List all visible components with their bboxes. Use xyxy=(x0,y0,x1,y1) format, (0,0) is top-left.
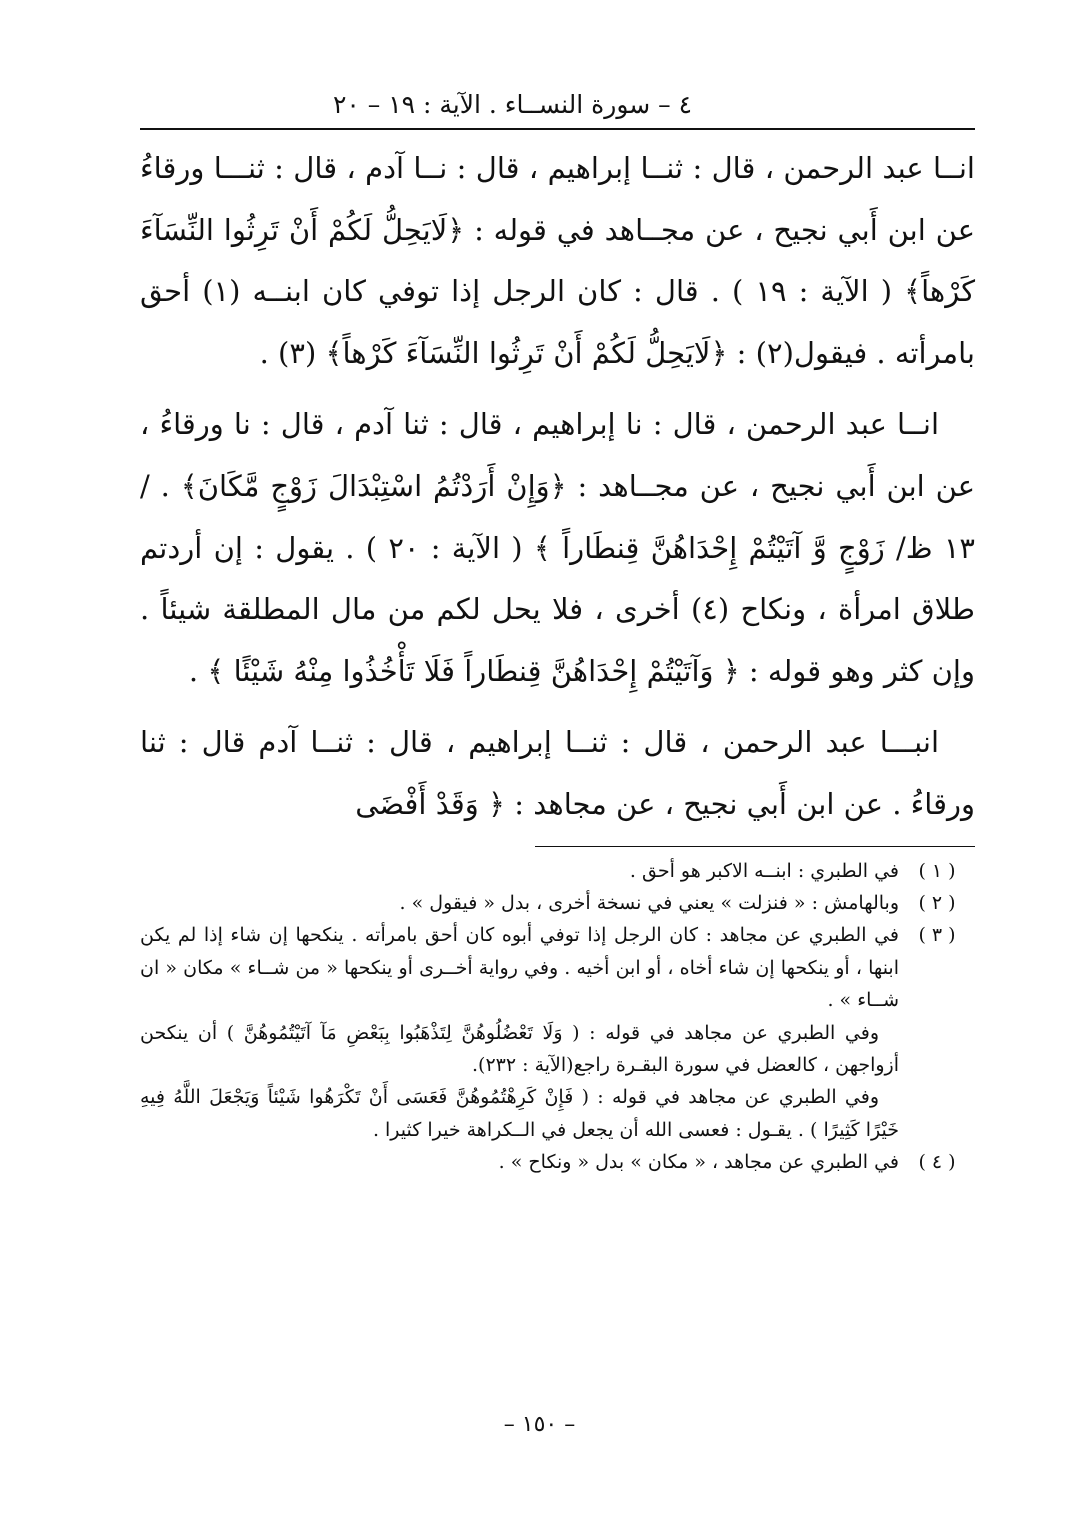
paragraph: انبـــا عبد الرحمن ، قال : ثنــا إبراهيم ، قال : ثنــا آدم قال : ثنا ورقاءُ . عن ابن أَبي نجيح ، عن مجاهد : ﴿ وَقَدْ أَفْضَى xyxy=(140,725,975,821)
footnote-number: ( ١ ) xyxy=(918,859,956,882)
footnote-text xyxy=(140,855,899,887)
paragraph: انــا عبد الرحمن ، قال : نا إبراهيم ، قال : ثنا آدم ، قال : نا ورقاءُ ، عن ابن أَبي نجيح ، عن مجــاهد : ﴿وَإِنْ أَرَدْتُمُ اسْتِبْدَالَ زَوْجٍ مَّكَانَ﴾ . /١٣ ظ/ زَوْجٍ وَّ آتَيْتُمْ إِحْدَاهُنَّ قِنطَاراً ﴾ ( الآية : ٢٠ ) . يقول : إن أردتم طلاق امرأة ، ونكاح (٤) أخرى ، فلا يحل لكم من مال المطلقة شيئاً . وإن كثر وهو قوله : ﴿ وَآتَيْتُمْ إِحْدَاهُنَّ قِنطَاراً فَلَا تَأْخُذُوا مِنْهُ شَيْئًا ﴾ . xyxy=(140,407,975,688)
footnote-number: ( ٣ ) xyxy=(918,924,956,947)
footnote-text xyxy=(140,1146,899,1178)
paragraph: انــا عبد الرحمن ، قال : ثنــا إبراهيم ، قال : نــا آدم ، قال : ثنـــا ورقاءُ عن ابن أَبي نجيح ، عن مجــاهد في قوله : ﴿لَايَحِلُّ لَكُمْ أَنْ تَرِثُوا النِّسَآءَ كَرْهاً﴾ ( الآية : ١٩ ) . قال : كان الرجل إذا توفي كان ابنــه (١) أحق بامرأته . فيقول(٢) : ﴿لَايَحِلُّ لَكُمْ أَنْ تَرِثُوا النِّسَآءَ كَرْهاً﴾ (٣) . xyxy=(140,151,975,370)
footnote xyxy=(140,887,975,919)
footnote-text xyxy=(140,887,899,919)
page-number: – ١٥٠ – xyxy=(503,1412,576,1437)
footnote-line: في الطبري : ابنــه الاكبر هو أحق . xyxy=(629,859,899,882)
book-page xyxy=(140,88,975,1508)
footnote-text xyxy=(140,919,899,1146)
footnote-line: وبالهامش : « فنزلت » يعني في نسخة أخرى ، بدل « فيقول » . xyxy=(399,891,899,914)
footnote-rule xyxy=(535,846,975,847)
header-rule xyxy=(140,128,975,130)
running-head: ٤ – سورة النســاء . الآية : ١٩ – ٢٠ xyxy=(332,90,693,119)
main-text xyxy=(140,138,975,836)
footnote-line: في الطبري عن مجاهد : كان الرجل إذا توفي أبوه كان أحق بامرأته . ينكحها إن شاء إذا لم يكن ابنها ، أو ينكحها إن شاء أخاه ، أو ابن أخيه . وفي رواية أخــرى أو ينكحها « من شــاء » مكان « ان شــاء » . xyxy=(140,924,899,1012)
footnote xyxy=(140,855,975,887)
footnote-line: وفي الطبري عن مجاهد في قوله : ( فَإِنْ كَرِهْتُمُوهُنَّ فَعَسَى أَنْ تَكْرَهُوا شَيْئاً وَيَجْعَلَ اللَّهُ فِيهِ خَيْرًا كَثِيرًا ) . يقـول : فعسى الله أن يجعل في الــكراهة خيرا كثيرا . xyxy=(140,1086,899,1141)
footnote-number: ( ٤ ) xyxy=(918,1151,956,1174)
footnote xyxy=(140,919,975,1146)
footnotes xyxy=(140,855,975,1179)
footnote-line: في الطبري عن مجاهد ، « مكان » بدل « ونكاح » . xyxy=(498,1151,899,1174)
footnote-number: ( ٢ ) xyxy=(918,891,956,914)
footnote xyxy=(140,1146,975,1178)
footnote-line: وفي الطبري عن مجاهد في قوله : ( وَلَا تَعْضُلُوهُنَّ لِتَذْهَبُوا بِبَعْضِ مَآ آتَيْتُمُوهُنَّ ) أن ينكحن أزواجهن ، كالعضل في سورة البقـرة راجع(الآية : ٢٣٢). xyxy=(140,1021,899,1076)
